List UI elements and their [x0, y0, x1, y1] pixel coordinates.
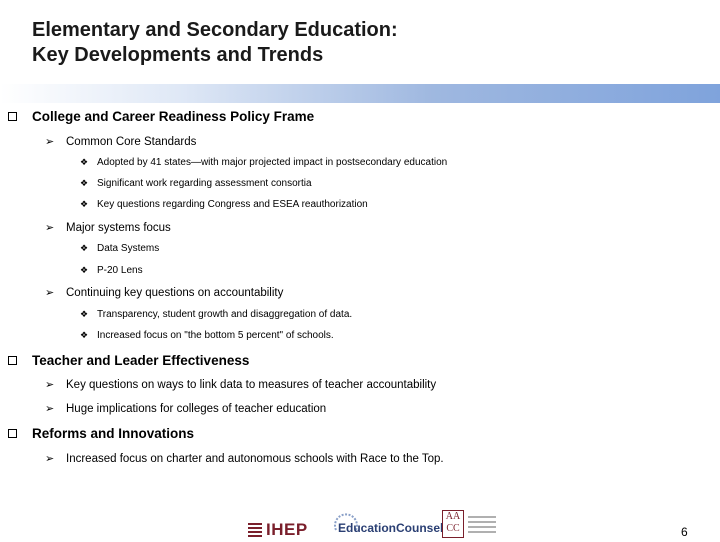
slide-title-line2: Key Developments and Trends [32, 44, 324, 66]
educationcounsel-logo-text: EducationCounsel [338, 521, 444, 535]
outline-text: P-20 Lens [97, 265, 143, 276]
outline-item-l1 [8, 353, 249, 368]
aacc-logo-mark: AA CC [442, 510, 464, 538]
header-gradient-band [0, 84, 720, 103]
arrow-bullet-icon: ➢ [45, 287, 55, 299]
outline-item-l3 [80, 243, 159, 254]
slide-title-line1: Elementary and Secondary Education: [32, 19, 398, 41]
outline-item-l2 [45, 402, 326, 415]
outline-item-l3 [80, 265, 143, 276]
outline-text: Key questions regarding Congress and ESEA reauthorization [97, 199, 368, 210]
aacc-logo-text-lines [468, 513, 496, 536]
outline-text: Continuing key questions on accountability [66, 286, 284, 299]
diamond-bullet-icon: ❖ [80, 243, 89, 253]
outline-item-l3 [80, 157, 447, 168]
outline-item-l2 [45, 135, 196, 148]
outline-text: Data Systems [97, 243, 160, 254]
outline-item-l2 [45, 378, 436, 391]
outline-item-l2 [45, 286, 283, 299]
outline-item-l2 [45, 452, 444, 465]
outline-text: Teacher and Leader Effectiveness [32, 353, 250, 368]
outline-item-l1 [8, 109, 314, 124]
outline-text: Major systems focus [66, 221, 171, 234]
outline-text: Transparency, student growth and disaggregation of data. [97, 309, 353, 320]
outline-item-l2 [45, 221, 171, 234]
diamond-bullet-icon: ❖ [80, 178, 89, 188]
arrow-bullet-icon: ➢ [45, 453, 55, 465]
outline-text: Increased focus on "the bottom 5 percent" of schools. [97, 330, 334, 341]
outline-text: Huge implications for colleges of teacher education [66, 402, 327, 415]
outline-item-l3 [80, 199, 368, 210]
arrow-bullet-icon: ➢ [45, 403, 55, 415]
ihep-logo-text: IHEP [266, 520, 308, 539]
outline-item-l3 [80, 330, 334, 341]
aacc-logo [442, 510, 496, 538]
outline-text: College and Career Readiness Policy Frame [32, 109, 315, 124]
arrow-bullet-icon: ➢ [45, 222, 55, 234]
square-bullet-icon [8, 429, 17, 438]
arrow-bullet-icon: ➢ [45, 136, 55, 148]
square-bullet-icon [8, 112, 17, 121]
ihep-mark-icon [248, 523, 262, 537]
outline-item-l3 [80, 178, 312, 189]
slide-title [32, 18, 398, 68]
diamond-bullet-icon: ❖ [80, 309, 89, 319]
outline-text: Key questions on ways to link data to measures of teacher accountability [66, 378, 437, 391]
outline-text: Adopted by 41 states—with major projected impact in postsecondary education [97, 157, 448, 168]
arrow-bullet-icon: ➢ [45, 379, 55, 391]
diamond-bullet-icon: ❖ [80, 157, 89, 167]
page-number: 6 [681, 525, 688, 539]
diamond-bullet-icon: ❖ [80, 265, 89, 275]
outline-text: Common Core Standards [66, 135, 197, 148]
square-bullet-icon [8, 356, 17, 365]
outline-item-l3 [80, 309, 352, 320]
outline-text: Reforms and Innovations [32, 426, 195, 441]
ihep-logo [248, 520, 308, 540]
diamond-bullet-icon: ❖ [80, 199, 89, 209]
diamond-bullet-icon: ❖ [80, 330, 89, 340]
outline-item-l1 [8, 426, 194, 441]
outline-text: Significant work regarding assessment consortia [97, 178, 312, 189]
outline-text: Increased focus on charter and autonomous schools with Race to the Top. [66, 452, 444, 465]
